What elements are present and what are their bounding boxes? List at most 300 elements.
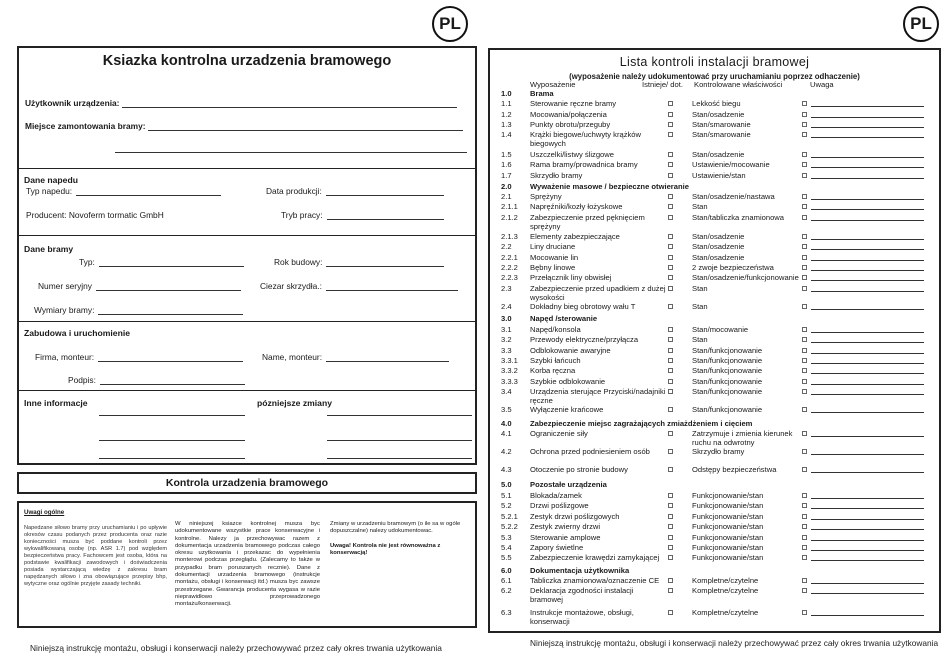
remarks-line[interactable] bbox=[811, 263, 924, 271]
exists-checkbox[interactable] bbox=[668, 234, 673, 239]
item-description: Bębny linowe bbox=[530, 263, 576, 272]
item-number: 2.1.1 bbox=[501, 202, 518, 211]
controlled-property: Skrzydło bramy bbox=[692, 447, 745, 456]
remarks-line[interactable] bbox=[811, 522, 924, 530]
checked-checkbox[interactable] bbox=[802, 304, 807, 309]
exists-checkbox[interactable] bbox=[668, 204, 673, 209]
remarks-line[interactable] bbox=[811, 346, 924, 354]
producer-text: Producent: Novoferm tormatic GmbH bbox=[26, 210, 164, 220]
gate-inspection-heading: Kontrola urzadzenia bramowego bbox=[17, 472, 477, 494]
footer-note: Niniejszą instrukcję montażu, obsługi i konserwacji należy przechowywać przez cały okres trwania użytkowania bbox=[530, 638, 939, 648]
exists-checkbox[interactable] bbox=[668, 610, 673, 615]
controlled-property: Funkcjonowanie/stan bbox=[692, 533, 764, 542]
remarks-line[interactable] bbox=[811, 405, 924, 413]
gate-location-line[interactable] bbox=[148, 122, 463, 131]
controlled-property: Stan/funkcjonowanie bbox=[692, 356, 763, 365]
signature-line[interactable] bbox=[100, 376, 245, 385]
checklist-title: Lista kontroli instalacji bramowej bbox=[619, 55, 810, 69]
controlled-property: Zatrzymuje i zmienia kierunek ruchu na odwrotny bbox=[692, 429, 793, 448]
column-remarks: Uwaga bbox=[810, 80, 834, 89]
exists-checkbox[interactable] bbox=[668, 101, 673, 106]
controlled-property: Ustawienie/stan bbox=[692, 171, 746, 180]
serial-number-line[interactable] bbox=[96, 282, 241, 291]
controlled-property: Stan/osadzenie bbox=[692, 110, 745, 119]
checked-checkbox[interactable] bbox=[802, 578, 807, 583]
checked-checkbox[interactable] bbox=[802, 524, 807, 529]
remarks-line[interactable] bbox=[811, 242, 924, 250]
controlled-property: Stan/osadzenie bbox=[692, 232, 745, 241]
item-number: 3.0 bbox=[501, 314, 512, 323]
signature-label: Podpis: bbox=[68, 375, 96, 385]
item-description: Uszczelki/listwy ślizgowe bbox=[530, 150, 614, 159]
controlled-property: Stan/mocowanie bbox=[692, 325, 749, 334]
remarks-line[interactable] bbox=[811, 302, 924, 310]
remarks-line[interactable] bbox=[811, 120, 924, 128]
exists-checkbox[interactable] bbox=[668, 493, 673, 498]
controlled-property: Funkcjonowanie/stan bbox=[692, 553, 764, 562]
item-number: 1.3 bbox=[501, 120, 512, 129]
controlled-property: Stan bbox=[692, 202, 708, 211]
device-user-line[interactable] bbox=[122, 99, 457, 108]
leaf-weight-line[interactable] bbox=[326, 282, 458, 291]
item-number: 5.1 bbox=[501, 491, 512, 500]
remarks-line[interactable] bbox=[811, 447, 924, 455]
remarks-line[interactable] bbox=[811, 576, 924, 584]
installer-name-field[interactable] bbox=[262, 352, 449, 362]
exists-checkbox[interactable] bbox=[668, 348, 673, 353]
checked-checkbox[interactable] bbox=[802, 152, 807, 157]
item-description: Ochrona przed podniesieniem osób bbox=[530, 447, 650, 456]
remarks-line[interactable] bbox=[811, 608, 924, 616]
item-description: Ograniczenie siły bbox=[530, 429, 588, 438]
item-number: 5.2 bbox=[501, 501, 512, 510]
item-number: 2.2 bbox=[501, 242, 512, 251]
controlled-property: Funkcjonowanie/stan bbox=[692, 522, 764, 531]
exists-checkbox[interactable] bbox=[668, 358, 673, 363]
item-number: 2.2.2 bbox=[501, 263, 518, 272]
column-exists: Istnieje/ dot. bbox=[642, 80, 683, 89]
checked-checkbox[interactable] bbox=[802, 431, 807, 436]
exists-checkbox[interactable] bbox=[668, 337, 673, 342]
installer-company-label: Firma, monteur: bbox=[35, 352, 95, 362]
remarks-line[interactable] bbox=[811, 160, 924, 168]
item-number: 3.2 bbox=[501, 335, 512, 344]
remarks-line[interactable] bbox=[811, 491, 924, 499]
item-number: 6.0 bbox=[501, 566, 512, 575]
controlled-property: Stan/osadzenie/funkcjonowanie bbox=[692, 273, 799, 282]
controlled-property: Stan/funkcjonowanie bbox=[692, 346, 763, 355]
drive-type-field[interactable] bbox=[26, 186, 221, 196]
exists-checkbox[interactable] bbox=[668, 327, 673, 332]
controlled-property: Stan bbox=[692, 335, 708, 344]
gate-logbook-form bbox=[17, 46, 477, 465]
item-description: Zestyk zwierny drzwi bbox=[530, 522, 601, 531]
controlled-property: Stan bbox=[692, 284, 708, 293]
item-description: Krążki biegowe/uchwyty krążków biegowych bbox=[530, 130, 641, 149]
remarks-line[interactable] bbox=[811, 543, 924, 551]
gate-location-label: Miejsce zamontowania bramy: bbox=[25, 121, 146, 131]
footer-note: Niniejszą instrukcję montażu, obsługi i konserwacji należy przechowywać przez cały okres trwania użytkowania bbox=[30, 643, 442, 653]
signature-field[interactable] bbox=[68, 375, 245, 385]
item-description: Urządzenia sterujące Przyciski/nadajniki ręczne bbox=[530, 387, 666, 406]
checked-checkbox[interactable] bbox=[802, 244, 807, 249]
remarks-line[interactable] bbox=[811, 501, 924, 509]
remarks-line[interactable] bbox=[811, 99, 924, 107]
item-description: Deklaracja zgodności instalacji bramowej bbox=[530, 586, 634, 605]
controlled-property: Funkcjonowanie/stan bbox=[692, 512, 764, 521]
pl-language-badge: PL bbox=[432, 6, 468, 42]
remarks-line[interactable] bbox=[811, 377, 924, 385]
gate-dimensions-line[interactable] bbox=[98, 306, 243, 315]
exists-checkbox[interactable] bbox=[668, 244, 673, 249]
gate-location-line-2[interactable] bbox=[115, 152, 467, 153]
checked-checkbox[interactable] bbox=[802, 368, 807, 373]
general-notes-text: Napedzane siłowo bramy przy uruchamianiu i po upływie okresów czasu podanych przez producenta oraz razie konieczności musza być poddane kontroli przez wykwalifikowaną osobę (np. ASR 1.7) pod względem bezpieczeństwa pracy. Fachowcem jest osoba, która na podstawie kwalifikacji zawodowych i doświadczenia posiada wystarczającą wiedzę z zakresu bram napędzanych siłowo i zna obowiązujące przepisy bhp, wytyczne oraz ogólnie przyjęte zasady techniki. bbox=[24, 525, 167, 587]
installer-name-label: Name, monteur: bbox=[262, 352, 323, 362]
gate-type-field[interactable] bbox=[79, 257, 244, 267]
item-number: 4.3 bbox=[501, 465, 512, 474]
exists-checkbox[interactable] bbox=[668, 578, 673, 583]
item-number: 5.3 bbox=[501, 533, 512, 542]
exists-checkbox[interactable] bbox=[668, 524, 673, 529]
exists-checkbox[interactable] bbox=[668, 368, 673, 373]
controlled-property: Kompletne/czytelne bbox=[692, 608, 759, 617]
installer-company-line[interactable] bbox=[98, 353, 243, 362]
checked-checkbox[interactable] bbox=[802, 545, 807, 550]
item-number: 3.3 bbox=[501, 346, 512, 355]
checked-checkbox[interactable] bbox=[802, 194, 807, 199]
checked-checkbox[interactable] bbox=[802, 204, 807, 209]
controlled-property: Stan/smarowanie bbox=[692, 120, 751, 129]
remarks-line[interactable] bbox=[811, 429, 924, 437]
checked-checkbox[interactable] bbox=[802, 286, 807, 291]
section-divider bbox=[19, 235, 475, 236]
later-changes-heading: pózniejsze zmiany bbox=[257, 398, 332, 408]
exists-checkbox[interactable] bbox=[668, 152, 673, 157]
remarks-line[interactable] bbox=[811, 284, 924, 292]
build-year-field[interactable] bbox=[274, 257, 444, 267]
checked-checkbox[interactable] bbox=[802, 389, 807, 394]
item-description: Skrzydło bramy bbox=[530, 171, 583, 180]
item-number: 4.1 bbox=[501, 429, 512, 438]
controlled-property: Stan bbox=[692, 302, 708, 311]
checked-checkbox[interactable] bbox=[802, 555, 807, 560]
controlled-property: Funkcjonowanie/stan bbox=[692, 491, 764, 500]
build-year-line[interactable] bbox=[326, 258, 444, 267]
checked-checkbox[interactable] bbox=[802, 275, 807, 280]
installer-company-field[interactable] bbox=[35, 352, 243, 362]
item-number: 2.4 bbox=[501, 302, 512, 311]
other-info-heading: Inne informacje bbox=[24, 398, 88, 408]
exists-checkbox[interactable] bbox=[668, 122, 673, 127]
item-number: 2.2.3 bbox=[501, 273, 518, 282]
section-divider bbox=[19, 321, 475, 322]
exists-checkbox[interactable] bbox=[668, 389, 673, 394]
gate-location-field[interactable] bbox=[25, 121, 469, 131]
checked-checkbox[interactable] bbox=[802, 610, 807, 615]
item-description: Dokumentacja użytkownika bbox=[530, 566, 630, 575]
item-description: Zabezpieczenie przed pęknięciem sprężyny bbox=[530, 213, 645, 232]
installation-heading: Zabudowa i uruchomienie bbox=[24, 328, 130, 338]
device-user-label: Użytkownik urządzenia: bbox=[25, 98, 120, 108]
exists-checkbox[interactable] bbox=[668, 467, 673, 472]
logbook-title: Ksiazka kontrolna urzadzenia bramowego bbox=[102, 53, 392, 69]
exists-checkbox[interactable] bbox=[668, 286, 673, 291]
other-info-line[interactable] bbox=[99, 458, 245, 459]
checked-checkbox[interactable] bbox=[802, 514, 807, 519]
controlled-property: Kompletne/czytelne bbox=[692, 586, 759, 595]
item-description: Instrukcje montażowe, obsługi, konserwacji bbox=[530, 608, 634, 627]
work-mode-field[interactable] bbox=[281, 210, 444, 220]
production-date-line[interactable] bbox=[326, 187, 444, 196]
item-description: Wyłączenie krańcowe bbox=[530, 405, 604, 414]
checked-checkbox[interactable] bbox=[802, 337, 807, 342]
item-number: 1.0 bbox=[501, 89, 512, 98]
remarks-line[interactable] bbox=[811, 366, 924, 374]
inspection-warning: Uwaga! Kontrola nie jest równoważna z konserwacją! bbox=[330, 542, 441, 556]
gate-dimensions-label: Wymiary bramy: bbox=[34, 305, 95, 315]
item-description: Zabezpieczenie przed upadkiem z dużej wysokości bbox=[530, 284, 666, 303]
device-user-field[interactable] bbox=[25, 98, 469, 108]
item-description: Wyważenie masowe / bezpieczne otwieranie bbox=[530, 182, 689, 191]
remarks-line[interactable] bbox=[811, 110, 924, 118]
controlled-property: Odstępy bezpieczeństwa bbox=[692, 465, 777, 474]
controlled-property: Stan/osadzenie bbox=[692, 150, 745, 159]
remarks-line[interactable] bbox=[811, 171, 924, 179]
exists-checkbox[interactable] bbox=[668, 535, 673, 540]
item-description: Tabliczka znamionowa/oznaczenie CE bbox=[530, 576, 660, 585]
item-description: Szybki łańcuch bbox=[530, 356, 581, 365]
remarks-line[interactable] bbox=[811, 586, 924, 594]
checked-checkbox[interactable] bbox=[802, 173, 807, 178]
serial-number-label: Numer seryjny bbox=[38, 281, 92, 291]
leaf-weight-field[interactable] bbox=[260, 281, 458, 291]
checked-checkbox[interactable] bbox=[802, 407, 807, 412]
checked-checkbox[interactable] bbox=[802, 112, 807, 117]
remarks-line[interactable] bbox=[811, 232, 924, 240]
checked-checkbox[interactable] bbox=[802, 132, 807, 137]
section-divider bbox=[19, 390, 475, 391]
gate-data-heading: Dane bramy bbox=[24, 244, 74, 254]
section-divider bbox=[19, 168, 475, 169]
item-description: Sterowanie amplowe bbox=[530, 533, 601, 542]
checked-checkbox[interactable] bbox=[802, 162, 807, 167]
controlled-property: Stan/tabliczka znamionowa bbox=[692, 213, 785, 222]
item-number: 3.3.3 bbox=[501, 377, 518, 386]
exists-checkbox[interactable] bbox=[668, 588, 673, 593]
item-description: Pozostałe urządzenia bbox=[530, 480, 607, 489]
changes-note bbox=[330, 521, 470, 557]
remarks-line[interactable] bbox=[811, 387, 924, 395]
drive-type-label: Typ napedu: bbox=[26, 186, 73, 196]
item-description: Napęd/konsola bbox=[530, 325, 581, 334]
remarks-line[interactable] bbox=[811, 202, 924, 210]
controlled-property: Ustawienie/mocowanie bbox=[692, 160, 770, 169]
gate-dimensions-field[interactable] bbox=[34, 305, 243, 315]
controlled-property: Stan/funkcjonowanie bbox=[692, 377, 763, 386]
item-number: 2.1.3 bbox=[501, 232, 518, 241]
checked-checkbox[interactable] bbox=[802, 588, 807, 593]
later-changes-line[interactable] bbox=[327, 415, 472, 416]
checked-checkbox[interactable] bbox=[802, 493, 807, 498]
item-description: Mocowania/połączenia bbox=[530, 110, 607, 119]
exists-checkbox[interactable] bbox=[668, 431, 673, 436]
checked-checkbox[interactable] bbox=[802, 101, 807, 106]
item-description: Otoczenie po stronie budowy bbox=[530, 465, 628, 474]
item-number: 4.0 bbox=[501, 419, 512, 428]
logbook-instructions-text: W niniejszej ksiazce kontrolnej musza byc udokumentowane wszystkie prace konserwacyjne i kontrolne. Nalezy ja przechowywac razem z dokumentacja urzadzenia bramowego podczas całego okresu uzytkowania i przekazac do wypełnienia monterowi podczas przeglądu. (Zalecamy to także w przypadku bram poruszanych recznie). Dane z dokumentacji urzadzenia bramowego (instrukcje montażu, obsługi i konserwacji itd.) musza byc zawsze przestrzegane. Gwarancja producenta wygasa w razie nieprawidłowo przeprowadzonego montażu/konserwacji. bbox=[175, 521, 320, 608]
installer-name-line[interactable] bbox=[326, 353, 449, 362]
exists-checkbox[interactable] bbox=[668, 255, 673, 260]
exists-checkbox[interactable] bbox=[668, 555, 673, 560]
item-number: 1.2 bbox=[501, 110, 512, 119]
exists-checkbox[interactable] bbox=[668, 275, 673, 280]
item-number: 6.3 bbox=[501, 608, 512, 617]
later-changes-line[interactable] bbox=[327, 458, 472, 459]
build-year-label: Rok budowy: bbox=[274, 257, 323, 267]
item-description: Zabezpieczenie miejsc zagrażających zmiażdżeniem i cięciem bbox=[530, 419, 753, 428]
later-changes-line[interactable] bbox=[327, 440, 472, 441]
item-number: 2.2.1 bbox=[501, 253, 518, 262]
general-notes-box bbox=[17, 501, 477, 628]
remarks-line[interactable] bbox=[811, 192, 924, 200]
exists-checkbox[interactable] bbox=[668, 132, 673, 137]
item-number: 4.2 bbox=[501, 447, 512, 456]
item-description: Korba ręczna bbox=[530, 366, 576, 375]
item-description: Dokładny bieg obrotowy wału T bbox=[530, 302, 636, 311]
work-mode-label: Tryb pracy: bbox=[281, 210, 323, 220]
checked-checkbox[interactable] bbox=[802, 467, 807, 472]
checked-checkbox[interactable] bbox=[802, 327, 807, 332]
other-info-line[interactable] bbox=[99, 440, 245, 441]
item-number: 5.0 bbox=[501, 480, 512, 489]
checked-checkbox[interactable] bbox=[802, 255, 807, 260]
item-description: Zestyk drzwi poślizgowych bbox=[530, 512, 620, 521]
exists-checkbox[interactable] bbox=[668, 112, 673, 117]
remarks-line[interactable] bbox=[811, 356, 924, 364]
item-description: Sterowanie ręczne bramy bbox=[530, 99, 617, 108]
checked-checkbox[interactable] bbox=[802, 265, 807, 270]
checked-checkbox[interactable] bbox=[802, 348, 807, 353]
exists-checkbox[interactable] bbox=[668, 449, 673, 454]
exists-checkbox[interactable] bbox=[668, 173, 673, 178]
item-description: Zabezpieczenie krawędzi zamykającej bbox=[530, 553, 660, 562]
other-info-line[interactable] bbox=[99, 415, 245, 416]
remarks-line[interactable] bbox=[811, 213, 924, 221]
item-description: Odblokowanie awaryjne bbox=[530, 346, 611, 355]
checked-checkbox[interactable] bbox=[802, 449, 807, 454]
exists-checkbox[interactable] bbox=[668, 545, 673, 550]
exists-checkbox[interactable] bbox=[668, 215, 673, 220]
item-number: 3.4 bbox=[501, 387, 512, 396]
exists-checkbox[interactable] bbox=[668, 162, 673, 167]
drive-type-line[interactable] bbox=[76, 187, 221, 196]
exists-checkbox[interactable] bbox=[668, 407, 673, 412]
production-date-label: Data produkcji: bbox=[266, 186, 322, 196]
item-description: Przełącznik liny obwisłej bbox=[530, 273, 612, 282]
remarks-line[interactable] bbox=[811, 335, 924, 343]
controlled-property: Lekkość biegu bbox=[692, 99, 741, 108]
item-description: Przewody elektryczne/przyłącza bbox=[530, 335, 639, 344]
exists-checkbox[interactable] bbox=[668, 503, 673, 508]
remarks-line[interactable] bbox=[811, 553, 924, 561]
exists-checkbox[interactable] bbox=[668, 304, 673, 309]
item-description: Blokada/zamek bbox=[530, 491, 582, 500]
checked-checkbox[interactable] bbox=[802, 234, 807, 239]
item-number: 1.7 bbox=[501, 171, 512, 180]
column-equipment: Wyposażenie bbox=[530, 80, 576, 89]
checked-checkbox[interactable] bbox=[802, 379, 807, 384]
item-description: Zapory świetlne bbox=[530, 543, 584, 552]
changes-note-text: Zmiany w urzadzeniu bramowym (o ile sa w ogóle dopuszczalne) nalezy udokumentowac. bbox=[330, 521, 461, 535]
item-number: 3.3.2 bbox=[501, 366, 518, 375]
controlled-property: Funkcjonowanie/stan bbox=[692, 501, 764, 510]
item-number: 1.1 bbox=[501, 99, 512, 108]
gate-type-label: Typ: bbox=[79, 257, 95, 267]
remarks-line[interactable] bbox=[811, 465, 924, 473]
pl-language-badge: PL bbox=[903, 6, 939, 42]
item-number: 1.4 bbox=[501, 130, 512, 139]
remarks-line[interactable] bbox=[811, 273, 924, 281]
exists-checkbox[interactable] bbox=[668, 194, 673, 199]
item-number: 5.2.2 bbox=[501, 522, 518, 531]
remarks-line[interactable] bbox=[811, 150, 924, 158]
gate-checklist-form bbox=[488, 48, 941, 633]
remarks-line[interactable] bbox=[811, 130, 924, 138]
checked-checkbox[interactable] bbox=[802, 358, 807, 363]
controlled-property: 2 zwoje bezpieczeństwa bbox=[692, 263, 774, 272]
item-number: 3.1 bbox=[501, 325, 512, 334]
exists-checkbox[interactable] bbox=[668, 265, 673, 270]
exists-checkbox[interactable] bbox=[668, 514, 673, 519]
item-description: Mocowanie lin bbox=[530, 253, 579, 262]
item-description: Liny druciane bbox=[530, 242, 576, 251]
item-description: Sprężyny bbox=[530, 192, 562, 201]
checked-checkbox[interactable] bbox=[802, 215, 807, 220]
item-description: Napęd /sterowanie bbox=[530, 314, 598, 323]
item-number: 3.5 bbox=[501, 405, 512, 414]
remarks-line[interactable] bbox=[811, 325, 924, 333]
item-number: 5.2.1 bbox=[501, 512, 518, 521]
controlled-property: Stan/funkcjonowanie bbox=[692, 387, 763, 396]
controlled-property: Stan/funkcjonowanie bbox=[692, 366, 763, 375]
gate-type-line[interactable] bbox=[99, 258, 244, 267]
checked-checkbox[interactable] bbox=[802, 535, 807, 540]
general-notes-heading: Uwagi ogólne bbox=[24, 509, 65, 516]
item-number: 2.3 bbox=[501, 284, 512, 293]
item-number: 2.1 bbox=[501, 192, 512, 201]
controlled-property: Stan/osadzenie/nastawa bbox=[692, 192, 775, 201]
item-number: 6.1 bbox=[501, 576, 512, 585]
serial-number-field[interactable] bbox=[38, 281, 241, 291]
checked-checkbox[interactable] bbox=[802, 503, 807, 508]
work-mode-line[interactable] bbox=[327, 211, 444, 220]
item-description: Szybkie odblokowanie bbox=[530, 377, 606, 386]
remarks-line[interactable] bbox=[811, 533, 924, 541]
checked-checkbox[interactable] bbox=[802, 122, 807, 127]
item-description: Brama bbox=[530, 89, 554, 98]
controlled-property: Stan/smarowanie bbox=[692, 130, 751, 139]
exists-checkbox[interactable] bbox=[668, 379, 673, 384]
production-date-field[interactable] bbox=[266, 186, 444, 196]
leaf-weight-label: Ciezar skrzydła.: bbox=[260, 281, 322, 291]
item-number: 2.1.2 bbox=[501, 213, 518, 222]
item-number: 5.4 bbox=[501, 543, 512, 552]
item-number: 1.5 bbox=[501, 150, 512, 159]
item-number: 5.5 bbox=[501, 553, 512, 562]
remarks-line[interactable] bbox=[811, 253, 924, 261]
remarks-line[interactable] bbox=[811, 512, 924, 520]
